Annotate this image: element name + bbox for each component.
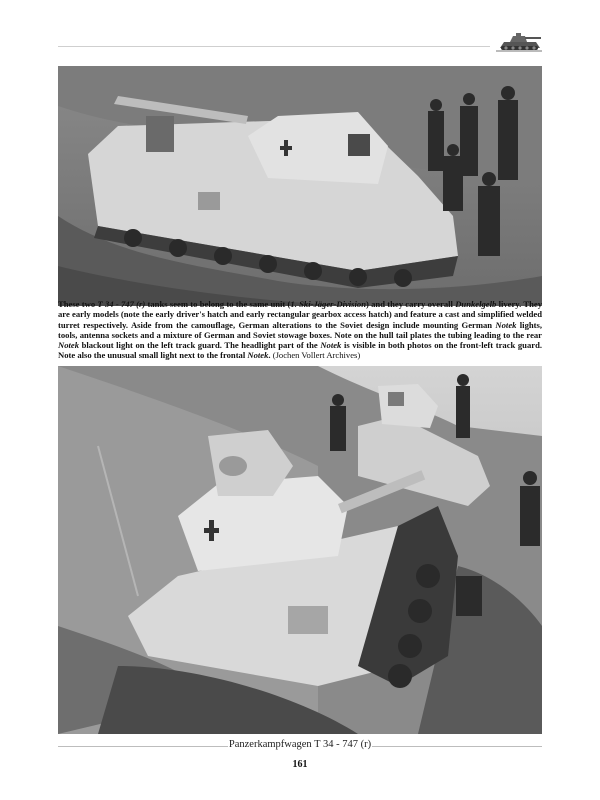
running-footer-title: Panzerkampfwagen T 34 - 747 (r) [228,739,372,750]
page-number: 161 [292,759,308,770]
photo-two-t34-tanks-top [58,66,542,306]
photo-credit: (Jochen Vollert Archives) [272,350,361,361]
tank-silhouette-icon [494,24,544,54]
photo-two-t34-tanks-bottom [58,366,542,734]
header-rule [58,46,490,47]
photo-caption: These two T 34 - 747 (r) tanks seem to belong to the same unit (1. Ski-Jäger-Division) and they carry overall Dunkelgelb livery. They are early models (note the early driver's hatch and early rectangular gearbox access hatch) and feature a cast and simplified welded turret respectively. Aside from the camouflage, German alterations to the Soviet design include mounting German Notek lights, tools, antenna sockets and a mixture of German and Soviet stowage boxes. Note on the hull tail plates the tubing leading to the rear Notek blackout light on the left track guard. The headlight part of the Notek is visible in both photos on the front-left track guard. Note also the unusual small light next to the frontal Notek. (Jochen Vollert Archives) [58,299,542,361]
